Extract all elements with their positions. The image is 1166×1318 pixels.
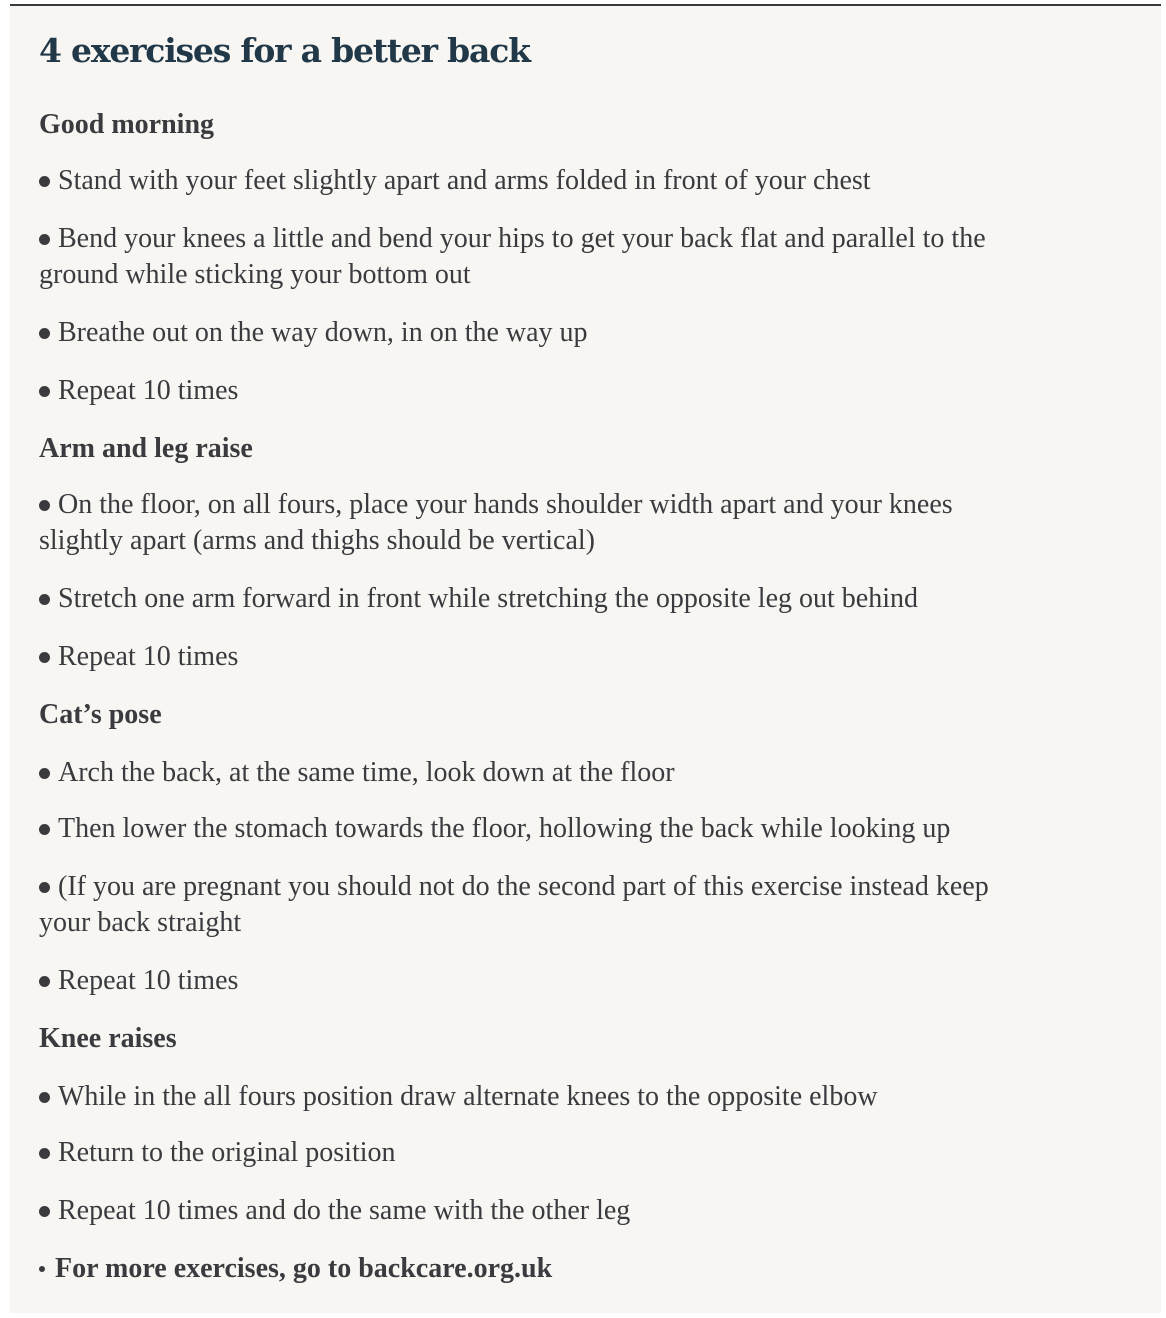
list-item: While in the all fours position draw alternate knees to the opposite elbow [39,1079,1129,1115]
list-item: Repeat 10 times [39,639,1129,675]
bullet-icon [39,1092,50,1103]
bullet-icon [39,176,50,187]
exercise-panel [10,4,1161,1313]
list-item-continuation: slightly apart (arms and thighs should be vertical) [39,525,595,556]
bullet-icon [39,1266,45,1272]
list-item-continuation: ground while sticking your bottom out [39,259,471,290]
list-item: Repeat 10 times [39,963,1129,999]
bullet-icon [39,652,50,663]
bullet-icon [39,328,50,339]
bullet-icon [39,500,50,511]
bullet-icon [39,234,50,245]
bullet-icon [39,1206,50,1217]
list-item: Stretch one arm forward in front while stretching the opposite leg out behind [39,581,1129,617]
list-item: Repeat 10 times [39,373,1129,409]
list-item-continuation: your back straight [39,907,242,938]
bullet-icon [39,1148,50,1159]
list-item: Arch the back, at the same time, look down at the floor [39,755,1129,791]
page-title: 4 exercises for a better back [39,31,530,70]
list-item: Then lower the stomach towards the floor, hollowing the back while looking up [39,811,1129,847]
section-heading-cats-pose: Cat’s pose [39,699,162,730]
list-item: Stand with your feet slightly apart and arms folded in front of your chest [39,163,1129,199]
bullet-icon [39,976,50,987]
bullet-icon [39,386,50,397]
bullet-icon [39,824,50,835]
list-item: Repeat 10 times and do the same with the other leg [39,1193,1129,1229]
list-item: Bend your knees a little and bend your hips to get your back flat and parallel to the [39,221,1129,257]
list-item: Breathe out on the way down, in on the way up [39,315,1129,351]
bullet-icon [39,882,50,893]
section-heading-arm-and-leg-raise: Arm and leg raise [39,433,253,464]
more-exercises-note: For more exercises, go to backcare.org.uk [39,1251,552,1287]
list-item: (If you are pregnant you should not do the second part of this exercise instead keep [39,869,1129,905]
bullet-icon [39,768,50,779]
section-heading-good-morning: Good morning [39,109,215,140]
list-item: Return to the original position [39,1135,1129,1171]
bullet-icon [39,594,50,605]
section-heading-knee-raises: Knee raises [39,1023,177,1054]
list-item: On the floor, on all fours, place your hands shoulder width apart and your knees [39,487,1129,523]
